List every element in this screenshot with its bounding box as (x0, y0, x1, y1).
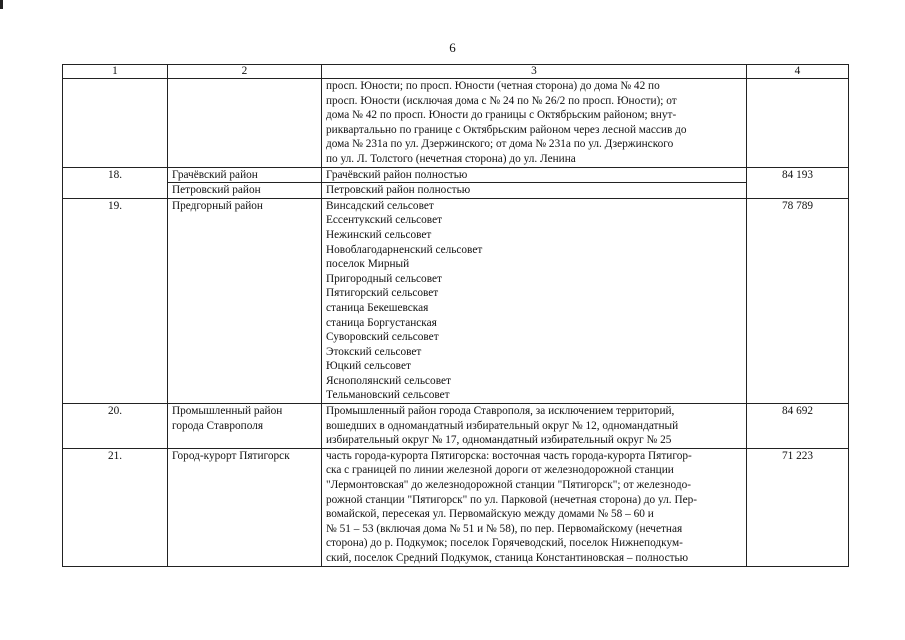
row-number: 21. (63, 448, 168, 566)
header-col-4: 4 (747, 65, 849, 79)
district-cell (168, 404, 322, 449)
header-col-2: 2 (168, 65, 322, 79)
table-row (63, 448, 849, 566)
area-line: просп. Юности (исключая дома с № 24 по № 26/2 по просп. Юности); от (326, 94, 677, 107)
area-line: избирательный округ № 17, одномандатный избирательный округ № 25 (326, 434, 672, 447)
area-line: рожной станции "Пятигорск" по ул. Парковой (нечетная сторона) до ул. Пер- (326, 493, 698, 506)
table-row (63, 404, 849, 449)
area-line: дома № 231а по ул. Дзержинского; от дома № 231а по ул. Дзержинского (326, 138, 674, 151)
area-line: Новоблагодарненский сельсовет (326, 243, 483, 256)
district-cell (168, 448, 322, 566)
area-line: станица Боргустанская (326, 316, 437, 329)
area-cell (322, 198, 747, 403)
row-number: 20. (63, 404, 168, 449)
area-cell (322, 167, 747, 198)
area-line: Петровский район полностью (322, 182, 746, 198)
header-col-3: 3 (322, 65, 747, 79)
district-name: города Ставрополя (172, 419, 264, 432)
table-header-row (63, 65, 849, 79)
area-line: дома № 42 по просп. Юности до границы с Октябрьским районом; внут- (326, 109, 677, 122)
table-row (63, 167, 849, 198)
row-number: 19. (63, 198, 168, 403)
area-cell (322, 404, 747, 449)
area-line: рикварталььно по границе с Октябрьским районом через лесной массив до (326, 123, 687, 136)
row-number: 18. (63, 167, 168, 198)
page-number: 6 (449, 40, 456, 55)
area-line: Суворовский сельсовет (326, 331, 439, 344)
voters-cell (747, 79, 849, 168)
area-line: "Лермонтовская" до железнодорожной станции "Пятигорск"; от железнодо- (326, 479, 691, 492)
area-line: Нежинский сельсовет (326, 228, 432, 241)
header-col-1: 1 (63, 65, 168, 79)
voters-cell: 84 193 (747, 167, 849, 198)
area-line: вошедших в одномандатный избирательный округ № 12, одномандатный (326, 419, 679, 432)
district-name: Промышленный район (172, 405, 283, 418)
district-name: Грачёвский район (172, 168, 258, 181)
district-name: Город-курорт Пятигорск (172, 449, 290, 462)
area-line: станица Бекешевская (326, 301, 429, 314)
area-line: Тельмановский сельсовет (326, 389, 450, 402)
table-row (63, 79, 849, 168)
district-cell (168, 79, 322, 168)
scan-corner-mark (0, 0, 3, 9)
area-line: по ул. Л. Толстого (нечетная сторона) до ул. Ленина (326, 152, 576, 165)
row-number (63, 79, 168, 168)
area-line: просп. Юности; по просп. Юности (четная сторона) до дома № 42 по (326, 80, 660, 92)
area-cell (322, 448, 747, 566)
area-line: вомайской, пересекая ул. Первомайскую между домами № 58 – 60 и (326, 508, 654, 521)
area-line: Этокский сельсовет (326, 345, 422, 358)
area-line: Ессентукский сельсовет (326, 214, 443, 227)
voters-cell: 78 789 (747, 198, 849, 403)
area-line: поселок Мирный (326, 258, 410, 271)
area-line: сторона) до р. Подкумок; поселок Горячеводский, поселок Нижнеподкум- (326, 537, 683, 550)
area-line: Грачёвский район полностью (326, 168, 468, 181)
district-cell (168, 198, 322, 403)
district-name: Петровский район (168, 182, 321, 198)
area-line: Пятигорский сельсовет (326, 287, 439, 300)
table-row (63, 198, 849, 403)
area-line: часть города-курорта Пятигорска: восточная часть города-курорта Пятигор- (326, 449, 692, 462)
district-name: Предгорный район (172, 199, 263, 212)
voters-cell: 84 692 (747, 404, 849, 449)
districts-table (62, 64, 849, 567)
area-line: ский, поселок Средний Подкумок, станица Константиновская – полностью (326, 552, 689, 564)
area-line: Винсадский сельсовет (326, 199, 434, 212)
area-line: ска с границей по линии железной дороги от железнодорожной станции (326, 464, 674, 477)
voters-cell: 71 223 (747, 448, 849, 566)
area-line: Промышленный район города Ставрополя, за исключением территорий, (326, 405, 675, 418)
area-line: № 51 – 53 (включая дома № 51 и № 58), по пер. Первомайскому (нечетная (326, 522, 683, 535)
area-line: Юцкий сельсовет (326, 360, 411, 373)
area-line: Яснополянский сельсовет (326, 374, 451, 387)
area-cell (322, 79, 747, 168)
district-cell (168, 167, 322, 198)
area-line: Пригородный сельсовет (326, 272, 442, 285)
